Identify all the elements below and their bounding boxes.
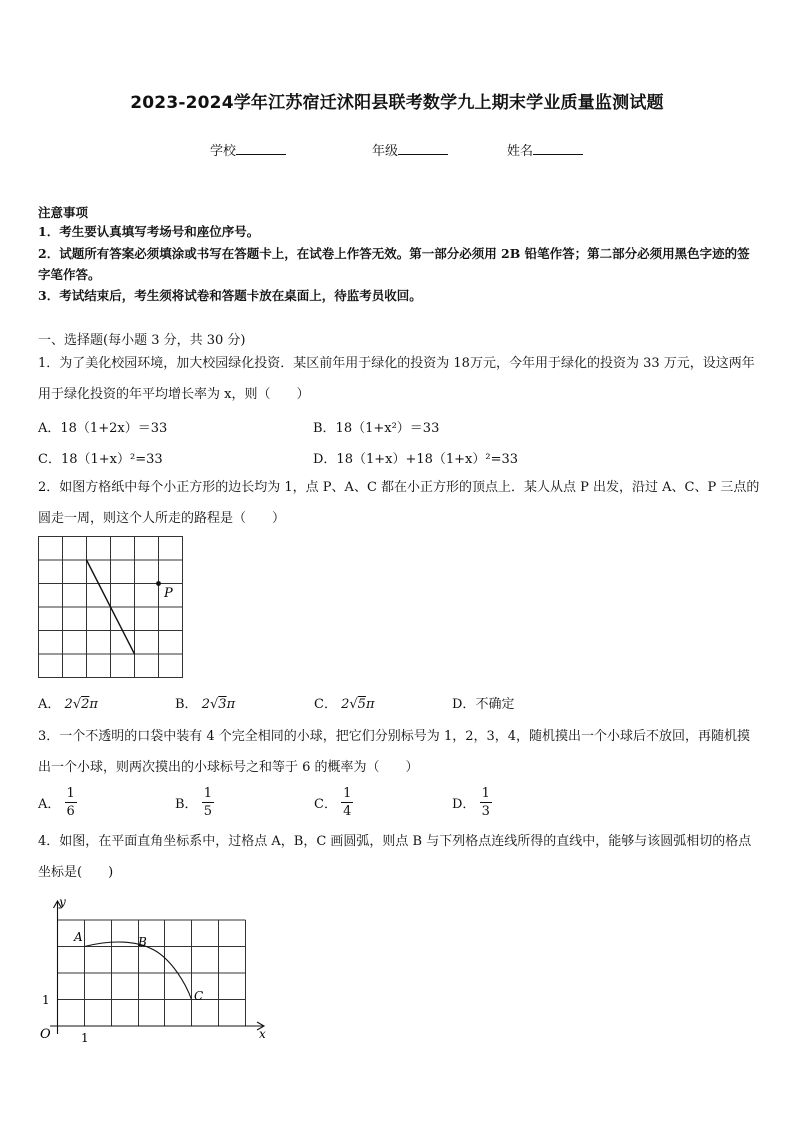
origin-label: O (40, 1027, 51, 1042)
y-tick-label: 1 (42, 993, 50, 1007)
school-field (210, 140, 286, 159)
sqrt-icon: √ (209, 697, 219, 712)
section-heading: 一、选择题(每小题 3 分，共 30 分) (38, 333, 246, 348)
q1-option-b: B．18（1+x²）＝33 (313, 421, 440, 436)
q2-option-c (314, 693, 375, 712)
note-item: 1．考生要认真填写考场号和座位序号。 (38, 224, 260, 239)
fraction (480, 785, 492, 820)
q2-option-d-letter: D． (452, 697, 476, 712)
q1-option-d: D．18（1+x）+18（1+x）²=33 (313, 452, 519, 467)
q2-option-b (175, 693, 235, 712)
q2-grid-figure (36, 534, 186, 680)
q2-option-a-coef: 2 (64, 697, 73, 712)
point-b-label: B (138, 935, 147, 949)
note-item: 2．试题所有答案必须填涂或书写在答题卡上，在试卷上作答无效。第一部分必须用 2B 铅笔作答；第二部分必须用黑色字迹的签字笔作答。 (38, 246, 750, 282)
notes-heading: 注意事项 (38, 205, 89, 220)
school-label: 学校 (210, 144, 237, 159)
q3-option-a (38, 785, 77, 820)
q2-option-c-coef: 2 (341, 697, 350, 712)
question-3-stem: 3．一个不透明的口袋中装有 4 个完全相同的小球，把它们分别标号为 1，2，3，4，随机摸出一个小球后不放回，再随机摸出一个小球，则两次摸出的小球标号之和等于 6 的概率为（ ） (38, 729, 751, 775)
numerator: 1 (203, 786, 212, 801)
y-axis-label: y (59, 895, 66, 909)
numerator: 1 (66, 786, 75, 801)
q2-option-a (38, 693, 98, 712)
q2-option-d-text: 不确定 (475, 697, 515, 712)
q2-option-a-rad: 2 (81, 697, 90, 712)
denominator: 3 (481, 804, 490, 819)
numerator: 1 (481, 786, 490, 801)
q3-option-a-letter: A． (38, 797, 61, 812)
x-tick-label: 1 (81, 1031, 89, 1045)
fraction (202, 785, 214, 820)
q3-option-c (314, 785, 353, 820)
q2-option-c-rad: 5 (357, 697, 366, 712)
q2-point-p (156, 581, 161, 586)
x-axis-label: x (259, 1027, 266, 1041)
point-c-label: C (194, 989, 204, 1003)
sqrt-icon: √ (349, 697, 358, 712)
point-a-label: A (74, 930, 83, 944)
school-blank (236, 142, 286, 155)
numerator: 1 (343, 786, 352, 801)
name-field (507, 140, 583, 159)
grade-blank (398, 142, 448, 155)
q3-option-d-letter: D． (452, 797, 476, 812)
fraction (65, 785, 77, 820)
q3-option-d (452, 785, 492, 820)
q3-option-b (175, 785, 214, 820)
question-1-stem: 1．为了美化校园环境，加大校园绿化投资．某区前年用于绿化的投资为 18万元，今年用于绿化的投资为 33 万元，设这两年用于绿化投资的年平均增长率为 x，则（ ） (38, 356, 755, 402)
name-label: 姓名 (507, 144, 534, 159)
q2-option-c-letter: C． (314, 697, 337, 712)
page-title: 2023-2024学年江苏宿迁沭阳县联考数学九上期末学业质量监测试题 (130, 93, 664, 113)
sqrt-icon: √ (72, 697, 82, 712)
question-4-stem: 4．如图，在平面直角坐标系中，过格点 A，B，C 画圆弧，则点 B 与下列格点连线所得的直线中，能够与该圆弧相切的格点坐标是( ) (38, 834, 752, 880)
q2-label-p: P (164, 586, 173, 601)
q2-option-b-letter: B． (175, 697, 198, 712)
note-item: 3．考试结束后，考生须将试卷和答题卡放在桌面上，待监考员收回。 (38, 288, 422, 303)
grade-label: 年级 (372, 144, 399, 159)
question-2-stem: 2．如图方格纸中每个小正方形的边长均为 1，点 P、A、C 都在小正方形的顶点上．某人从点 P 出发，沿过 A、C、P 三点的圆走一周，则这个人所走的路程是（ ） (38, 480, 760, 526)
denominator: 4 (343, 804, 352, 819)
q2-option-d (452, 693, 514, 712)
name-blank (533, 142, 583, 155)
q3-option-b-letter: B． (175, 797, 198, 812)
q4-coordinate-figure (30, 894, 275, 1046)
denominator: 5 (203, 804, 212, 819)
q1-option-c: C．18（1+x）²=33 (38, 452, 163, 467)
q3-option-c-letter: C． (314, 797, 337, 812)
q2-option-a-letter: A． (38, 697, 61, 712)
q1-option-a: A．18（1+2x）＝33 (38, 421, 168, 436)
q2-option-a-tail: π (89, 697, 98, 712)
fraction (341, 785, 353, 820)
q2-option-b-tail: π (226, 697, 236, 712)
q2-option-b-rad: 3 (218, 697, 227, 712)
q2-option-c-tail: π (365, 697, 375, 712)
grade-field (372, 140, 448, 159)
q2-option-b-coef: 2 (201, 697, 210, 712)
denominator: 6 (66, 804, 75, 819)
